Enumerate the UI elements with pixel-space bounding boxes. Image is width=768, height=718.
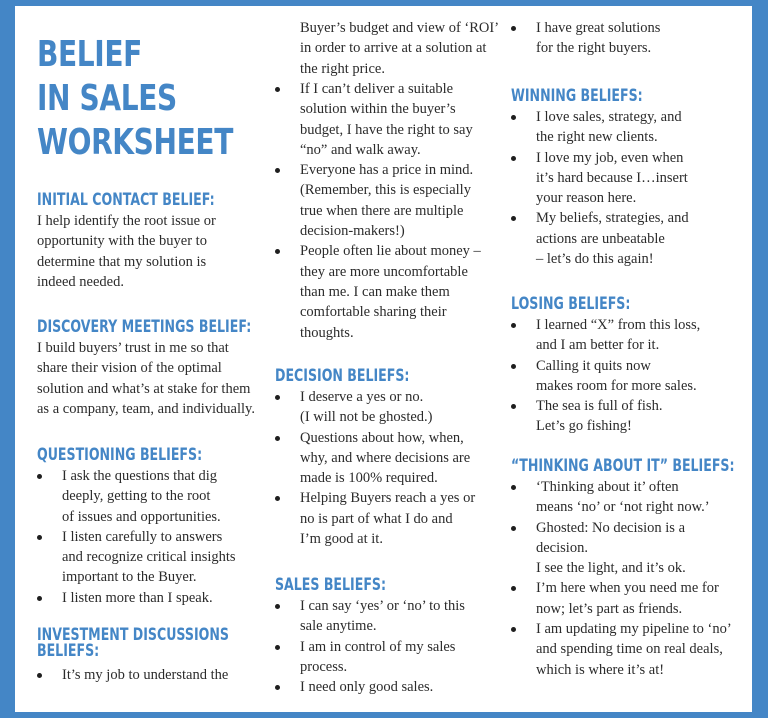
bullet-icon bbox=[511, 404, 516, 409]
bullet-icon bbox=[275, 685, 280, 690]
bullet-icon bbox=[275, 87, 280, 92]
text-line: and recognize critical insights bbox=[62, 549, 236, 566]
bullet-icon bbox=[37, 673, 42, 678]
bullet-icon bbox=[275, 496, 280, 501]
list-item bbox=[275, 241, 481, 342]
text-line: I have great solutions bbox=[536, 20, 661, 36]
bullet-icon bbox=[37, 474, 42, 479]
text-line: “no” and walk away. bbox=[300, 141, 421, 158]
decision-heading: DECISION BELIEFS: bbox=[275, 366, 410, 386]
winning-heading: WINNING BELIEFS: bbox=[511, 86, 643, 106]
text-line: Helping Buyers reach a yes or bbox=[300, 490, 476, 507]
investment-list-continued bbox=[275, 79, 481, 343]
bullet-icon bbox=[275, 604, 280, 609]
list-item bbox=[511, 18, 660, 59]
list-item bbox=[275, 79, 481, 160]
list-item bbox=[37, 665, 228, 685]
text-line: actions are unbeatable bbox=[536, 230, 665, 247]
bullet-icon bbox=[511, 526, 516, 531]
text-line: of issues and opportunities. bbox=[62, 508, 221, 525]
bullet-icon bbox=[37, 596, 42, 601]
list-item bbox=[511, 518, 732, 579]
text-line: why, and where decisions are bbox=[300, 449, 471, 466]
text-line: I need only good sales. bbox=[300, 679, 434, 696]
decision-list bbox=[275, 387, 475, 549]
sales-list-continued bbox=[511, 18, 660, 59]
title-line: IN SALES bbox=[37, 78, 177, 119]
text-line: sale anytime. bbox=[300, 618, 377, 635]
text-line: budget, I have the right to say bbox=[300, 121, 473, 138]
list-item bbox=[511, 356, 700, 397]
list-item bbox=[511, 578, 732, 619]
list-item bbox=[275, 428, 475, 489]
text-line: (I will not be ghosted.) bbox=[300, 409, 433, 426]
bullet-icon bbox=[511, 115, 516, 120]
questioning-heading: QUESTIONING BELIEFS: bbox=[37, 445, 203, 465]
text-line: I can say ‘yes’ or ‘no’ to this bbox=[300, 598, 465, 614]
bullet-icon bbox=[511, 156, 516, 161]
heading-line: INVESTMENT DISCUSSIONS bbox=[37, 625, 229, 645]
title-line: BELIEF bbox=[37, 34, 142, 75]
bullet-icon bbox=[275, 645, 280, 650]
text-line: as a company, team, and individually. bbox=[37, 400, 255, 417]
discovery-text bbox=[37, 338, 255, 419]
text-line: and I am better for it. bbox=[536, 337, 660, 354]
list-item bbox=[511, 148, 689, 209]
initial-contact-text bbox=[37, 211, 216, 292]
losing-heading: LOSING BELIEFS: bbox=[511, 294, 631, 314]
list-item bbox=[275, 637, 465, 678]
text-line: made is 100% required. bbox=[300, 470, 438, 487]
text-line: I help identify the root issue or bbox=[37, 213, 216, 229]
text-line: If I can’t deliver a suitable bbox=[300, 81, 454, 97]
text-line: I am updating my pipeline to ‘no’ bbox=[536, 621, 732, 638]
bullet-icon bbox=[511, 485, 516, 490]
text-line: I’m here when you need me for bbox=[536, 580, 719, 597]
investment-heading bbox=[37, 627, 229, 659]
discovery-heading: DISCOVERY MEETINGS BELIEF: bbox=[37, 317, 252, 337]
text-line: Everyone has a price in mind. bbox=[300, 162, 474, 179]
text-line: process. bbox=[300, 658, 348, 675]
text-line: I see the light, and it’s ok. bbox=[536, 560, 686, 577]
list-item bbox=[275, 160, 481, 241]
investment-item-continued bbox=[275, 18, 499, 79]
bullet-icon bbox=[511, 323, 516, 328]
sales-list bbox=[275, 596, 465, 697]
text-line: Let’s go fishing! bbox=[536, 418, 632, 435]
bullet-icon bbox=[511, 26, 516, 31]
text-line: thoughts. bbox=[300, 324, 354, 341]
bullet-icon bbox=[37, 535, 42, 540]
text-line: important to the Buyer. bbox=[62, 569, 197, 586]
text-line: (Remember, this is especially bbox=[300, 182, 471, 199]
text-line: decision. bbox=[536, 539, 588, 556]
list-item bbox=[511, 107, 689, 148]
questioning-list bbox=[37, 466, 236, 608]
list-item bbox=[511, 619, 732, 680]
text-line: share their vision of the optimal bbox=[37, 360, 222, 377]
text-line: opportunity with the buyer to bbox=[37, 233, 207, 250]
text-line: I listen carefully to answers bbox=[62, 528, 223, 545]
winning-list bbox=[511, 107, 689, 269]
text-line: I deserve a yes or no. bbox=[300, 389, 424, 405]
bullet-icon bbox=[511, 586, 516, 591]
text-line: decision-makers!) bbox=[300, 223, 405, 240]
text-line: – let’s do this again! bbox=[536, 251, 654, 268]
text-line: I learned “X” from this loss, bbox=[536, 317, 701, 333]
text-line: than me. I can make them bbox=[300, 283, 450, 300]
bullet-icon bbox=[275, 249, 280, 254]
bullet-icon bbox=[275, 436, 280, 441]
list-item bbox=[275, 596, 465, 637]
text-line: It’s my job to understand the bbox=[62, 667, 229, 683]
text-line: the right price. bbox=[300, 60, 385, 77]
list-item bbox=[511, 208, 689, 269]
list-item bbox=[275, 387, 475, 428]
bullet-icon bbox=[275, 168, 280, 173]
list-item bbox=[37, 588, 236, 608]
bullet-icon bbox=[511, 627, 516, 632]
text-line: in order to arrive at a solution at bbox=[300, 40, 487, 57]
text-line: solution and what’s at stake for them bbox=[37, 380, 251, 397]
list-item bbox=[37, 466, 236, 527]
text-line: no is part of what I do and bbox=[300, 510, 453, 527]
worksheet-title bbox=[37, 33, 233, 165]
text-line: means ‘no’ or ‘not right now.’ bbox=[536, 499, 710, 516]
bullet-icon bbox=[511, 364, 516, 369]
text-line: it’s hard because I…insert bbox=[536, 169, 688, 186]
text-line: they are more uncomfortable bbox=[300, 263, 468, 280]
text-line: I am in control of my sales bbox=[300, 638, 456, 655]
list-item bbox=[511, 315, 700, 356]
title-line: WORKSHEET bbox=[37, 122, 233, 163]
text-line: the right new clients. bbox=[536, 129, 658, 146]
text-line: indeed needed. bbox=[37, 273, 124, 290]
text-line: makes room for more sales. bbox=[536, 377, 697, 394]
text-line: My beliefs, strategies, and bbox=[536, 210, 689, 227]
list-item bbox=[37, 527, 236, 588]
text-line: I’m good at it. bbox=[300, 531, 383, 548]
bullet-icon bbox=[275, 395, 280, 400]
worksheet-page bbox=[15, 6, 752, 712]
text-line: ‘Thinking about it’ often bbox=[536, 479, 679, 495]
text-line: deeply, getting to the root bbox=[62, 488, 211, 505]
text-line: I build buyers’ trust in me so that bbox=[37, 340, 229, 356]
heading-line: BELIEFS: bbox=[37, 641, 100, 661]
text-line: Calling it quits now bbox=[536, 357, 651, 374]
list-item bbox=[511, 396, 700, 437]
text-line: Ghosted: No decision is a bbox=[536, 519, 686, 536]
text-line: Questions about how, when, bbox=[300, 429, 464, 446]
initial-contact-heading: INITIAL CONTACT BELIEF: bbox=[37, 190, 215, 210]
text-line: I love sales, strategy, and bbox=[536, 109, 682, 125]
text-line: I ask the questions that dig bbox=[62, 468, 218, 484]
text-line: now; let’s part as friends. bbox=[536, 600, 683, 617]
text-line: I love my job, even when bbox=[536, 149, 684, 166]
thinking-heading: “THINKING ABOUT IT” BELIEFS: bbox=[511, 456, 735, 476]
text-line: true when there are multiple bbox=[300, 202, 464, 219]
text-line: Buyer’s budget and view of ‘ROI’ bbox=[300, 20, 500, 36]
text-line: for the right buyers. bbox=[536, 40, 652, 57]
investment-list-start bbox=[37, 665, 228, 685]
text-line: I listen more than I speak. bbox=[62, 589, 213, 606]
list-item bbox=[511, 477, 732, 518]
bullet-icon bbox=[511, 216, 516, 221]
text-line: and spending time on real deals, bbox=[536, 641, 723, 658]
text-line: solution within the buyer’s bbox=[300, 101, 456, 118]
list-item bbox=[275, 677, 465, 697]
text-line: The sea is full of fish. bbox=[536, 398, 663, 415]
thinking-list bbox=[511, 477, 732, 680]
text-line: determine that my solution is bbox=[37, 253, 207, 270]
text-line: your reason here. bbox=[536, 190, 637, 207]
text-line: which is where it’s at! bbox=[536, 661, 665, 678]
text-line: People often lie about money – bbox=[300, 243, 481, 260]
losing-list bbox=[511, 315, 700, 437]
text-line: comfortable sharing their bbox=[300, 304, 447, 321]
sales-heading: SALES BELIEFS: bbox=[275, 575, 387, 595]
list-item bbox=[275, 488, 475, 549]
